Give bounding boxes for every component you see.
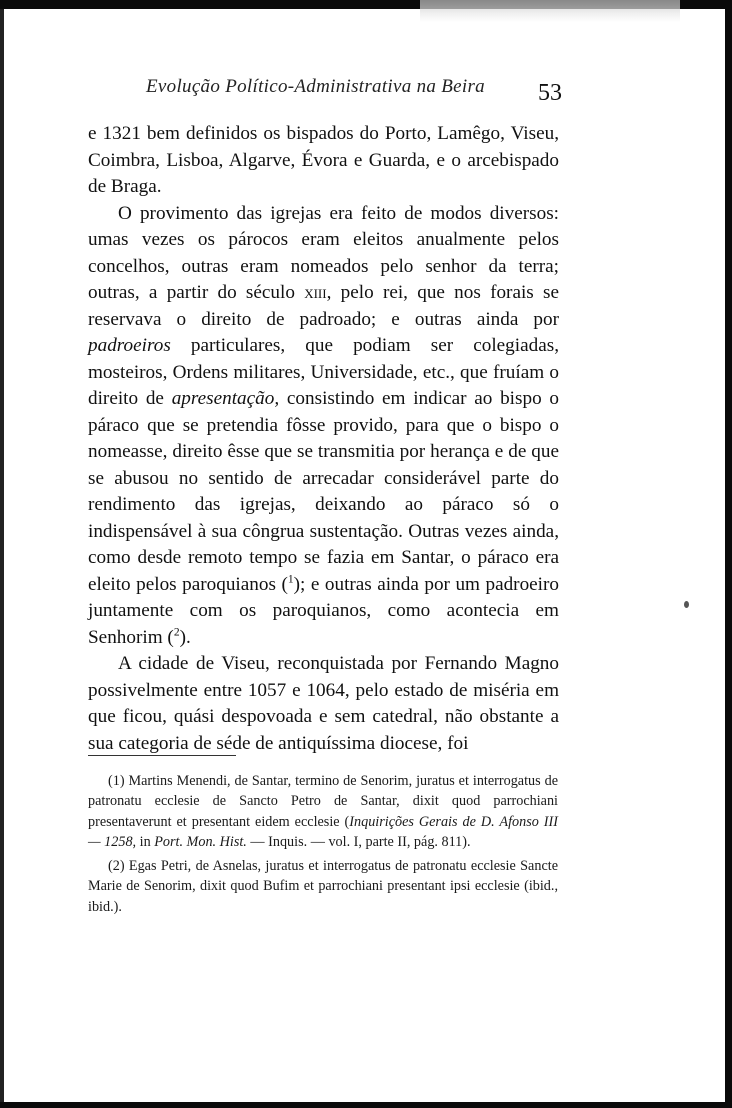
text-run: O provimento das igrejas era feito de modos diversos: umas vezes os párocos eram eleitos anualmente pelos concelhos, outras eram nomeados pelo senhor da terra; outras, a partir do século (88, 202, 559, 303)
text-run: , pelo rei, que nos forais se reservava o direito de padroado; e outras ainda por (88, 282, 559, 330)
footnote-ref-1: 1 (287, 573, 294, 586)
footnote-ref-2: 2 (173, 626, 180, 639)
italic-citation: Inquirições Gerais de D. Afonso III — 1258, (88, 813, 558, 850)
paragraph-2 (88, 201, 559, 652)
footnote-mark: (1) (108, 773, 125, 789)
footnote-mark: (2) (108, 858, 125, 875)
footnotes (88, 771, 558, 921)
text-run: consistindo em indicar ao bispo o páraco que se pretendia fôsse provido, para que o bispo o nomeasse, direito êsse que se transmitia por herança e de que se abusou no sentido de arrecadar considerável parte do rendimento das igrejas, deixando ao páraco só o indispensável à sua côngrua sustentação. Outras vezes ainda, como desde remoto tempo se fazia em Santar, o páraco era eleito pelos paroquianos ( (88, 388, 559, 595)
body-text (88, 121, 559, 757)
italic-citation: Port. Mon. Hist. (154, 833, 247, 850)
italic-term: apresentação, (171, 388, 280, 409)
page-number: 53 (538, 80, 562, 106)
paragraph-1: e 1321 bem definidos os bispados do Porto, Lamêgo, Viseu, Coimbra, Lisboa, Algarve, Évora e Guarda, e o arcebispado de Braga. (88, 123, 559, 197)
text-run: ). (179, 626, 191, 648)
text-run: — Inquis. — vol. I, parte II, pág. 811). (246, 833, 471, 850)
roman-numeral: xiii (304, 282, 327, 303)
text-run: ); e outras ainda por um padroeiro juntamente com os paroquianos, como acontecia em Senhorim ( (88, 573, 559, 648)
footnote-1 (88, 771, 558, 852)
scan-border-left (0, 0, 4, 1108)
text-run: particulares, que podiam ser colegiadas, mosteiros, Ordens militares, Universidade, etc., que fruíam o direito de (88, 335, 559, 409)
text-run: Martins Menendi, de Santar, termino de Senorim, juratus et interrogatus de patronatu ecclesie de Sancto Petro de Santar, dixit quod parrochiani presentaverunt et presentant eidem ecclesie ( (88, 773, 558, 830)
footnote-2 (88, 856, 558, 917)
italic-term: padroeiros (88, 335, 171, 356)
paragraph-3: A cidade de Viseu, reconquistada por Fernando Magno possivelmente entre 1057 e 1064, pelo estado de miséria em que ficou, quási despovoada e sem catedral, não obstante a sua categoria de séde de antiquíssima diocese, foi (88, 653, 559, 754)
page-header (88, 72, 568, 112)
scan-border-right (725, 0, 732, 1108)
scan-shadow (420, 0, 680, 22)
scan-border-bottom (0, 1102, 732, 1108)
scan-speck (684, 601, 689, 608)
footnote-separator (88, 755, 236, 756)
text-run: Egas Petri, de Asnelas, juratus et interrogatus de patronatu ecclesie Sancte Marie de Senorim, dixit quod Bufim et parrochiani presentant ipsi ecclesie (ibid., ibid.). (88, 858, 558, 915)
running-title: Evolução Político-Administrativa na Beira (146, 76, 485, 97)
text-run: in (136, 833, 155, 850)
